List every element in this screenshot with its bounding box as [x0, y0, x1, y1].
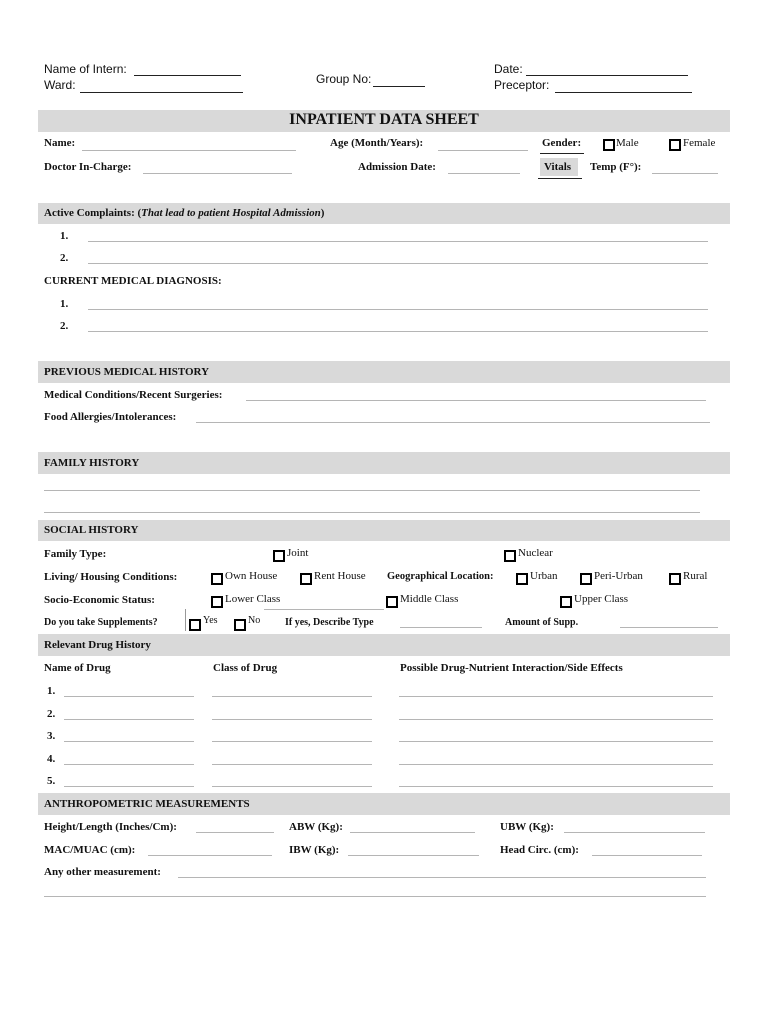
complaint-number-2: 2. [60, 252, 69, 264]
drug-row-number-3: 3. [47, 730, 56, 742]
describe-label: If yes, Describe Type [285, 617, 374, 628]
name-field[interactable] [82, 150, 296, 151]
nuclear-checkbox[interactable] [504, 550, 516, 562]
preceptor-label: Preceptor: [494, 78, 550, 92]
height-field[interactable] [196, 832, 274, 833]
head-circ-label: Head Circ. (cm): [500, 844, 579, 856]
mac-field[interactable] [148, 855, 272, 856]
ubw-field[interactable] [564, 832, 705, 833]
temp-field[interactable] [652, 173, 718, 174]
drug-row-number-4: 4. [47, 753, 56, 765]
complaint-number-1: 1. [60, 230, 69, 242]
complaint-field-1[interactable] [88, 241, 708, 242]
complaints-heading [44, 207, 324, 219]
doctor-field[interactable] [143, 173, 292, 174]
drug-col-name: Name of Drug [44, 662, 111, 674]
nuclear-label: Nuclear [518, 547, 553, 559]
social-history-heading: SOCIAL HISTORY [44, 524, 139, 536]
upper-class-checkbox[interactable] [560, 596, 572, 608]
mac-label: MAC/MUAC (cm): [44, 844, 136, 856]
rural-label: Rural [683, 570, 708, 582]
drug-name-field-5[interactable] [64, 786, 194, 787]
date-field[interactable] [526, 75, 688, 76]
family-history-band [38, 452, 730, 474]
doctor-label: Doctor In-Charge: [44, 161, 132, 173]
upper-class-label: Upper Class [574, 593, 629, 605]
ward-label: Ward: [44, 78, 76, 92]
ward-field[interactable] [80, 92, 243, 93]
anthropometric-heading: ANTHROPOMETRIC MEASUREMENTS [44, 798, 250, 810]
complaints-heading-bold: Active Complaints: ( [44, 207, 142, 219]
temp-label: Temp (F°): [590, 161, 642, 173]
drug-interaction-field-4[interactable] [399, 764, 713, 765]
rent-house-label: Rent House [314, 570, 366, 582]
drug-interaction-field-3[interactable] [399, 741, 713, 742]
abw-label: ABW (Kg): [289, 821, 343, 833]
supplements-divider [185, 609, 186, 631]
joint-label: Joint [287, 547, 309, 559]
amount-label: Amount of Supp. [505, 617, 579, 628]
ubw-label: UBW (Kg): [500, 821, 554, 833]
social-history-band [38, 520, 730, 541]
amount-field[interactable] [620, 627, 718, 628]
lower-class-checkbox[interactable] [211, 596, 223, 608]
intern-field[interactable] [134, 75, 241, 76]
family-history-heading: FAMILY HISTORY [44, 457, 140, 469]
conditions-field[interactable] [246, 400, 706, 401]
drug-row-number-1: 1. [47, 685, 56, 697]
family-type-label: Family Type: [44, 548, 107, 560]
complaint-field-2[interactable] [88, 263, 708, 264]
own-house-label: Own House [225, 570, 278, 582]
drug-name-field-2[interactable] [64, 719, 194, 720]
female-label: Female [683, 137, 716, 149]
name-label: Name: [44, 137, 76, 149]
drug-name-field-4[interactable] [64, 764, 194, 765]
supp-top-line [264, 609, 384, 610]
lower-class-label: Lower Class [225, 593, 281, 605]
drug-history-heading: Relevant Drug History [44, 639, 151, 651]
drug-col-interaction: Possible Drug-Nutrient Interaction/Side Effects [400, 662, 623, 674]
middle-class-checkbox[interactable] [386, 596, 398, 608]
vitals-underline [538, 178, 582, 179]
drug-class-field-5[interactable] [212, 786, 372, 787]
male-label: Male [616, 137, 639, 149]
female-checkbox[interactable] [669, 139, 681, 151]
rural-checkbox[interactable] [669, 573, 681, 585]
drug-interaction-field-1[interactable] [399, 696, 713, 697]
peri-urban-checkbox[interactable] [580, 573, 592, 585]
no-checkbox[interactable] [234, 619, 246, 631]
complaints-heading-italic: That lead to patient Hospital Admission [141, 207, 321, 219]
joint-checkbox[interactable] [273, 550, 285, 562]
intern-label: Name of Intern: [44, 62, 127, 76]
allergies-field[interactable] [196, 422, 710, 423]
drug-class-field-2[interactable] [212, 719, 372, 720]
date-label: Date: [494, 62, 523, 76]
urban-checkbox[interactable] [516, 573, 528, 585]
height-label: Height/Length (Inches/Cm): [44, 821, 177, 833]
admission-field[interactable] [448, 173, 520, 174]
head-circ-field[interactable] [592, 855, 702, 856]
drug-col-class: Class of Drug [213, 662, 278, 674]
preceptor-field[interactable] [555, 92, 692, 93]
group-label: Group No: [316, 72, 372, 86]
urban-label: Urban [530, 570, 558, 582]
family-history-field-2[interactable] [44, 512, 700, 513]
drug-name-field-3[interactable] [64, 741, 194, 742]
male-checkbox[interactable] [603, 139, 615, 151]
diagnosis-heading: CURRENT MEDICAL DIAGNOSIS: [44, 275, 222, 287]
ibw-field[interactable] [348, 855, 479, 856]
describe-field[interactable] [400, 627, 482, 628]
age-label: Age (Month/Years): [330, 137, 424, 149]
drug-interaction-field-2[interactable] [399, 719, 713, 720]
drug-class-field-1[interactable] [212, 696, 372, 697]
diagnosis-field-2[interactable] [88, 331, 708, 332]
family-history-field-1[interactable] [44, 490, 700, 491]
living-label: Living/ Housing Conditions: [44, 571, 178, 583]
geo-label: Geographical Location: [387, 571, 494, 582]
vitals-label: Vitals [544, 161, 572, 173]
yes-label: Yes [203, 615, 218, 626]
supplements-label: Do you take Supplements? [44, 617, 158, 628]
no-label: No [248, 615, 261, 626]
ses-label: Socio-Economic Status: [44, 594, 155, 606]
group-field[interactable] [373, 86, 425, 87]
own-house-checkbox[interactable] [211, 573, 223, 585]
drug-row-number-5: 5. [47, 775, 56, 787]
diagnosis-number-2: 2. [60, 320, 69, 332]
gender-underline [540, 153, 584, 154]
diagnosis-number-1: 1. [60, 298, 69, 310]
rent-house-checkbox[interactable] [300, 573, 312, 585]
drug-class-field-3[interactable] [212, 741, 372, 742]
abw-field[interactable] [350, 832, 475, 833]
complaints-heading-end: ) [320, 207, 325, 219]
drug-name-field-1[interactable] [64, 696, 194, 697]
drug-interaction-field-5[interactable] [399, 786, 713, 787]
yes-checkbox[interactable] [189, 619, 201, 631]
admission-label: Admission Date: [358, 161, 436, 173]
other-measurement-field-1[interactable] [178, 877, 706, 878]
other-measurement-field-2[interactable] [44, 896, 706, 897]
drug-row-number-2: 2. [47, 708, 56, 720]
peri-urban-label: Peri-Urban [594, 570, 643, 582]
conditions-label: Medical Conditions/Recent Surgeries: [44, 389, 223, 401]
ibw-label: IBW (Kg): [289, 844, 340, 856]
age-field[interactable] [438, 150, 528, 151]
page-title: INPATIENT DATA SHEET [289, 111, 479, 128]
diagnosis-field-1[interactable] [88, 309, 708, 310]
middle-class-label: Middle Class [400, 593, 459, 605]
allergies-label: Food Allergies/Intolerances: [44, 411, 177, 423]
other-measurement-label: Any other measurement: [44, 866, 161, 878]
gender-label: Gender: [542, 137, 582, 149]
previous-history-heading: PREVIOUS MEDICAL HISTORY [44, 366, 210, 378]
drug-class-field-4[interactable] [212, 764, 372, 765]
